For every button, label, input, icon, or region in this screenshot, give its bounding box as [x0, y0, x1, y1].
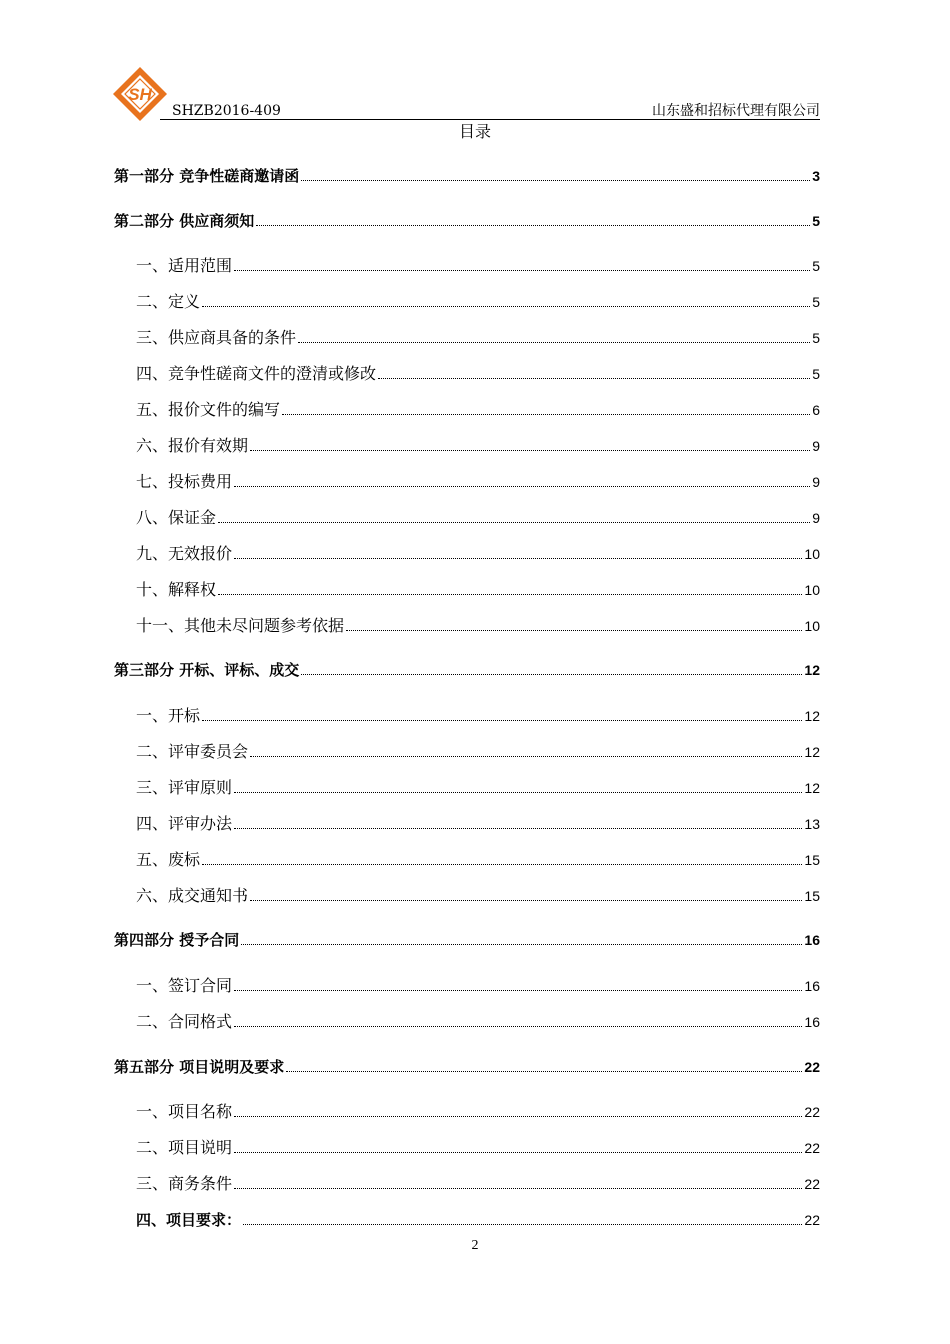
toc-entry-page: 9 [812, 438, 820, 454]
toc-entry-2-6[interactable] [136, 436, 820, 456]
toc-leader-dots [234, 558, 802, 559]
header-rule [160, 119, 820, 120]
toc-entry-part-1[interactable] [114, 166, 820, 186]
toc-entry-page: 13 [804, 816, 820, 832]
toc-entry-page: 12 [804, 662, 820, 678]
toc-leader-dots [298, 342, 810, 343]
toc-leader-dots [202, 864, 802, 865]
toc-leader-dots [234, 1188, 802, 1189]
toc-entry-label: 六、成交通知书 [136, 886, 249, 905]
toc-entry-label: 二、项目说明 [136, 1138, 233, 1157]
toc-leader-dots [202, 720, 802, 721]
toc-entry-2-10[interactable] [136, 580, 820, 600]
toc-entry-label: 五、报价文件的编写 [136, 400, 281, 419]
toc-entry-label: 十、解释权 [136, 580, 217, 599]
toc-entry-3-6[interactable] [136, 886, 820, 906]
toc-leader-dots [234, 1152, 802, 1153]
toc-entry-label: 九、无效报价 [136, 544, 233, 563]
toc-leader-dots [346, 630, 802, 631]
header-doc-code: SHZB2016-409 [172, 103, 281, 119]
toc-entry-part-5[interactable] [114, 1057, 820, 1077]
toc-entry-label: 四、项目要求： [136, 1211, 242, 1229]
toc-leader-dots [218, 522, 810, 523]
toc-entry-page: 5 [812, 366, 820, 382]
toc-entry-label: 二、合同格式 [136, 1012, 233, 1031]
toc-leader-dots [234, 828, 802, 829]
toc-entry-5-4[interactable] [136, 1210, 820, 1230]
toc-entry-label: 第一部分 竞争性磋商邀请函 [114, 167, 300, 185]
toc-leader-dots [202, 306, 810, 307]
toc-entry-label: 二、评审委员会 [136, 742, 249, 761]
toc-entry-page: 15 [804, 888, 820, 904]
toc-entry-2-11[interactable] [136, 616, 820, 636]
toc-entry-page: 22 [804, 1140, 820, 1156]
toc-entry-page: 9 [812, 510, 820, 526]
toc-entry-label: 五、废标 [136, 850, 201, 869]
toc-entry-5-2[interactable] [136, 1138, 820, 1158]
toc-leader-dots [234, 1116, 802, 1117]
toc-leader-dots [234, 486, 810, 487]
toc-entry-3-3[interactable] [136, 778, 820, 798]
toc-leader-dots [282, 414, 810, 415]
toc-entry-label: 四、评审办法 [136, 814, 233, 833]
toc-entry-2-2[interactable] [136, 292, 820, 312]
toc-leader-dots [301, 674, 802, 675]
toc-leader-dots [250, 756, 802, 757]
toc-entry-label: 第四部分 授予合同 [114, 931, 240, 949]
toc-entry-label: 一、项目名称 [136, 1102, 233, 1121]
toc-entry-label: 十一、其他未尽问题参考依据 [136, 616, 345, 635]
toc-entry-3-4[interactable] [136, 814, 820, 834]
toc-entry-page: 16 [804, 932, 820, 948]
toc-entry-page: 10 [804, 618, 820, 634]
toc-leader-dots [234, 990, 802, 991]
toc-entry-5-3[interactable] [136, 1174, 820, 1194]
toc-entry-page: 5 [812, 258, 820, 274]
toc-entry-page: 22 [804, 1212, 820, 1228]
toc-entry-page: 22 [804, 1059, 820, 1075]
toc-entry-label: 一、适用范围 [136, 256, 233, 275]
toc-entry-page: 5 [812, 213, 820, 229]
toc-leader-dots [301, 180, 810, 181]
toc-entry-label: 六、报价有效期 [136, 436, 249, 455]
toc-leader-dots [243, 1224, 802, 1225]
toc-entry-page: 12 [804, 780, 820, 796]
toc-leader-dots [378, 378, 810, 379]
toc-entry-label: 三、供应商具备的条件 [136, 328, 297, 347]
page-number: 2 [471, 1238, 479, 1253]
toc-entry-page: 10 [804, 582, 820, 598]
toc-entry-label: 一、开标 [136, 706, 201, 725]
toc-entry-2-7[interactable] [136, 472, 820, 492]
toc-entry-part-2[interactable] [114, 211, 820, 231]
header-company-name: 山东盛和招标代理有限公司 [652, 103, 820, 119]
toc-entry-page: 15 [804, 852, 820, 868]
toc-entry-page: 5 [812, 294, 820, 310]
toc-entry-2-9[interactable] [136, 544, 820, 564]
toc-leader-dots [234, 792, 802, 793]
toc-title: 目录 [458, 122, 491, 141]
toc-entry-label: 七、投标费用 [136, 472, 233, 491]
toc-leader-dots [250, 450, 810, 451]
toc-entry-2-4[interactable] [136, 364, 820, 384]
toc-entry-page: 10 [804, 546, 820, 562]
toc-entry-page: 6 [812, 402, 820, 418]
toc-entry-2-5[interactable] [136, 400, 820, 420]
toc-entry-4-2[interactable] [136, 1012, 820, 1032]
toc-entry-label: 三、商务条件 [136, 1174, 233, 1193]
toc-entry-part-4[interactable] [114, 930, 820, 950]
toc-entry-page: 16 [804, 978, 820, 994]
toc-entry-3-1[interactable] [136, 706, 820, 726]
company-logo [112, 66, 168, 122]
toc-entry-page: 22 [804, 1104, 820, 1120]
toc-entry-page: 22 [804, 1176, 820, 1192]
toc-entry-2-8[interactable] [136, 508, 820, 528]
toc-entry-label: 三、评审原则 [136, 778, 233, 797]
toc-entry-label: 第三部分 开标、评标、成交 [114, 661, 300, 679]
toc-entry-label: 四、竞争性磋商文件的澄清或修改 [136, 364, 377, 383]
toc-entry-page: 12 [804, 744, 820, 760]
toc-entry-2-3[interactable] [136, 328, 820, 348]
toc-leader-dots [234, 1026, 802, 1027]
toc-entry-label: 一、签订合同 [136, 976, 233, 995]
toc-entry-4-1[interactable] [136, 976, 820, 996]
toc-leader-dots [241, 944, 802, 945]
toc-entry-page: 5 [812, 330, 820, 346]
toc-entry-page: 3 [812, 168, 820, 184]
toc-entry-label: 八、保证金 [136, 508, 217, 527]
toc-entry-label: 二、定义 [136, 292, 201, 311]
toc-leader-dots [286, 1071, 802, 1072]
toc-leader-dots [256, 225, 810, 226]
toc-leader-dots [218, 594, 802, 595]
toc-leader-dots [250, 900, 802, 901]
toc-entry-2-1[interactable] [136, 256, 820, 276]
toc-entry-5-1[interactable] [136, 1102, 820, 1122]
toc-entry-label: 第五部分 项目说明及要求 [114, 1058, 285, 1076]
toc-entry-label: 第二部分 供应商须知 [114, 212, 255, 230]
toc-entry-page: 16 [804, 1014, 820, 1030]
toc-entry-3-5[interactable] [136, 850, 820, 870]
toc-entry-3-2[interactable] [136, 742, 820, 762]
toc-entry-part-3[interactable] [114, 660, 820, 680]
logo-letters: SH [128, 85, 152, 104]
toc-leader-dots [234, 270, 810, 271]
toc-entry-page: 12 [804, 708, 820, 724]
toc-entry-page: 9 [812, 474, 820, 490]
